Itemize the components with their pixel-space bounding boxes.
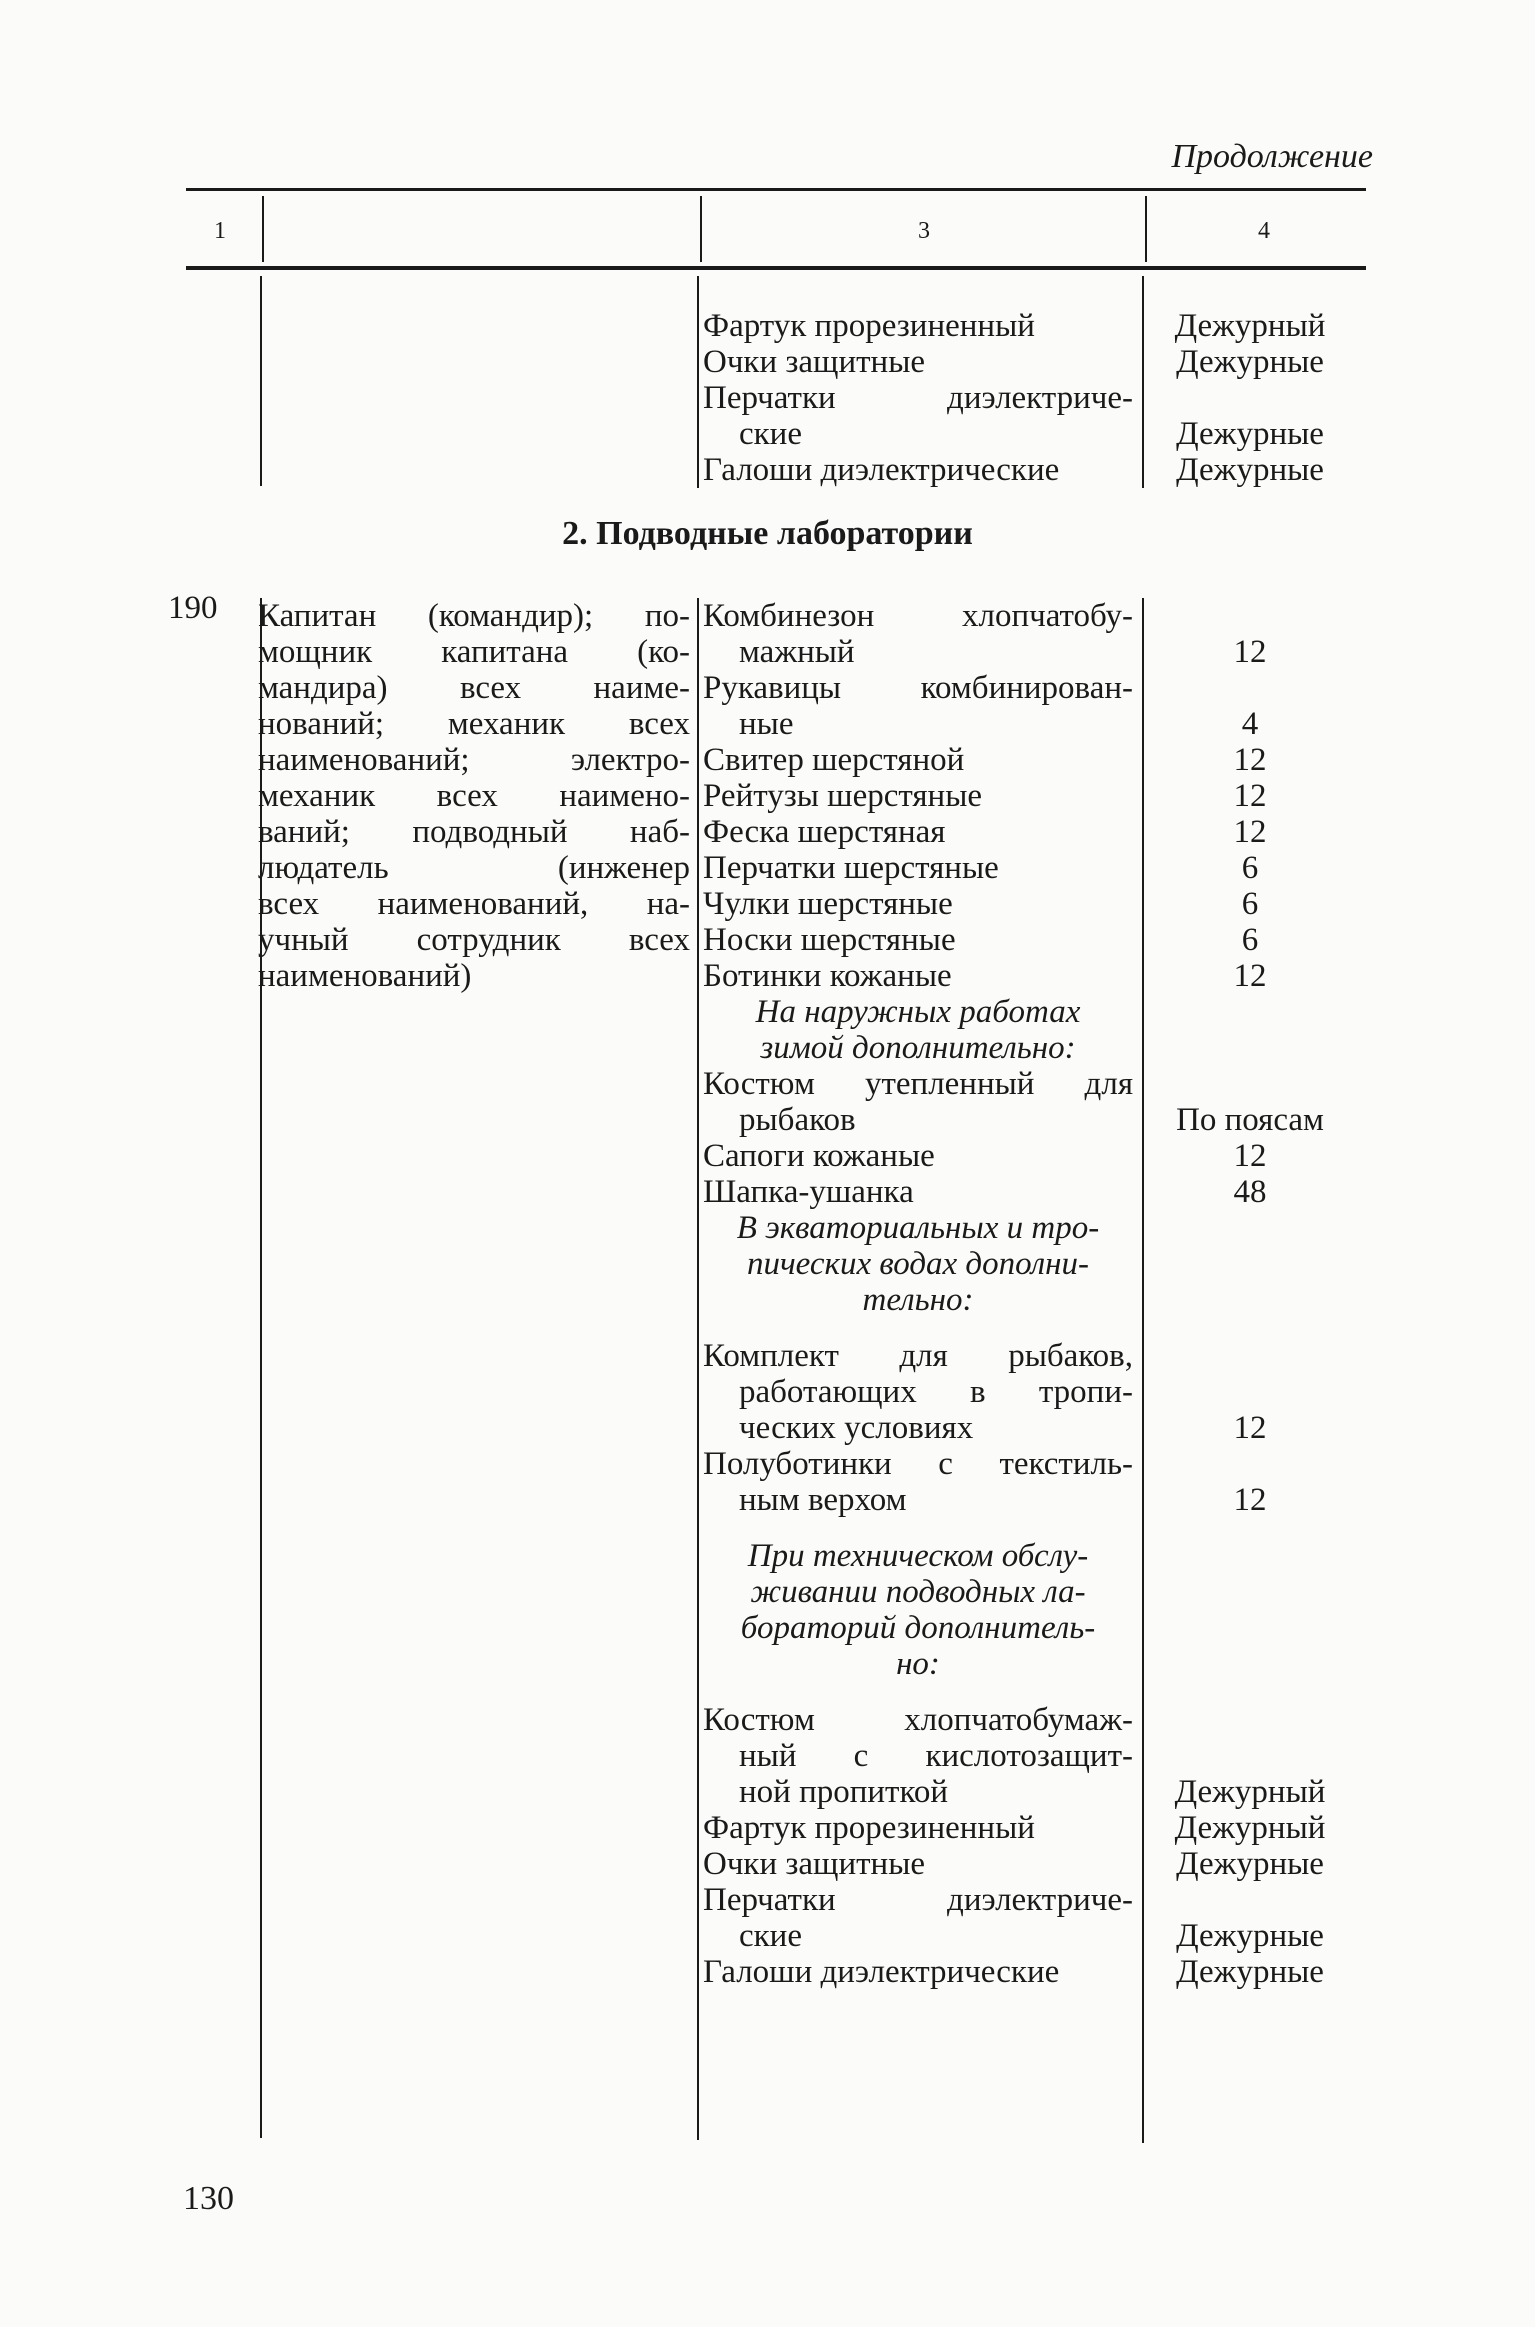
italic-note-line: бораторий дополнитель-	[740, 1610, 1096, 1646]
item-value	[1140, 1446, 1360, 1482]
top-divider-1	[260, 276, 262, 486]
main-values	[1140, 598, 1360, 1990]
top-item-value	[1140, 380, 1360, 416]
row-number: 190	[168, 590, 218, 626]
item-line: Рукавицы комбинирован-	[703, 670, 1133, 706]
header-col-4: 4	[1258, 218, 1270, 244]
item-value: 12	[1233, 1410, 1267, 1446]
item-line: Костюм хлопчатобумаж-	[703, 1702, 1133, 1738]
top-item-line: Перчатки диэлектриче-	[703, 380, 1133, 416]
item-value: Дежурный	[1174, 1810, 1326, 1846]
item-value: 12	[1233, 958, 1267, 994]
item-value: 12	[1233, 742, 1267, 778]
item-line: Носки шерстяные	[703, 922, 956, 958]
position-line: наименований)	[258, 958, 472, 994]
item-line: Феска шерстяная	[703, 814, 946, 850]
item-line: Полуботинки с текстиль-	[703, 1446, 1133, 1482]
item-value: 48	[1233, 1174, 1267, 1210]
item-line: Сапоги кожаные	[703, 1138, 935, 1174]
item-value	[1140, 1374, 1360, 1410]
main-divider-2	[697, 598, 699, 2140]
item-line: Галоши диэлектрические	[703, 1954, 1060, 1990]
item-value: Дежурный	[1174, 1774, 1326, 1810]
item-line: ческих условиях	[739, 1410, 974, 1446]
top-block-values	[1140, 308, 1360, 488]
position-line: механик всех наимено-	[258, 778, 690, 814]
item-line: работающих в тропи-	[739, 1374, 1133, 1410]
item-value	[1140, 1066, 1360, 1102]
main-items	[703, 598, 1133, 1990]
item-value	[1140, 1574, 1360, 1610]
item-line: ские	[739, 1918, 802, 1954]
position-line: людатель (инженер	[258, 850, 690, 886]
position-description	[258, 598, 690, 994]
italic-note-line: тельно:	[862, 1282, 974, 1318]
item-value: Дежурные	[1176, 1846, 1324, 1882]
position-line: Капитан (командир); по-	[258, 598, 690, 634]
item-line: рыбаков	[739, 1102, 856, 1138]
position-line: мощник капитана (ко-	[258, 634, 690, 670]
item-line: Фартук прорезиненный	[703, 1810, 1035, 1846]
item-value: 6	[1241, 850, 1259, 886]
item-line: Комплект для рыбаков,	[703, 1338, 1133, 1374]
item-line: Комбинезон хлопчатобу-	[703, 598, 1133, 634]
item-line: Рейтузы шерстяные	[703, 778, 983, 814]
item-value	[1140, 1538, 1360, 1574]
item-line: Очки защитные	[703, 1846, 926, 1882]
position-line: нований; механик всех	[258, 706, 690, 742]
italic-note-line: но:	[896, 1646, 940, 1682]
item-value: 12	[1233, 814, 1267, 850]
item-value: 12	[1233, 778, 1267, 814]
top-item-value: Дежурные	[1176, 452, 1324, 488]
top-item-value: Дежурные	[1176, 344, 1324, 380]
italic-note-line: При техническом обслу-	[747, 1538, 1089, 1574]
item-line: мажный	[739, 634, 855, 670]
top-item-value: Дежурный	[1174, 308, 1326, 344]
item-line: ные	[739, 706, 794, 742]
page-number: 130	[183, 2180, 234, 2217]
item-value: По поясам	[1176, 1102, 1324, 1138]
item-value: 12	[1233, 1138, 1267, 1174]
item-value: Дежурные	[1176, 1918, 1324, 1954]
item-value	[1140, 1030, 1360, 1066]
item-line: Ботинки кожаные	[703, 958, 952, 994]
item-value	[1140, 1246, 1360, 1282]
item-value	[1140, 670, 1360, 706]
top-item-value: Дежурные	[1176, 416, 1324, 452]
position-line: учный сотрудник всех	[258, 922, 690, 958]
item-line: Перчатки диэлектриче-	[703, 1882, 1133, 1918]
item-line: Шапка-ушанка	[703, 1174, 914, 1210]
italic-note-line: пических водах дополни-	[746, 1246, 1090, 1282]
item-line: Перчатки шерстяные	[703, 850, 999, 886]
item-value: 4	[1241, 706, 1259, 742]
item-line: Костюм утепленный для	[703, 1066, 1133, 1102]
section-title: 2. Подводные лаборатории	[562, 515, 973, 552]
item-value	[1140, 1882, 1360, 1918]
header-top-rule	[186, 188, 1366, 191]
position-line: всех наименований, на-	[258, 886, 690, 922]
item-value: 12	[1233, 634, 1267, 670]
header-bottom-rule	[186, 266, 1366, 270]
item-value: 6	[1241, 886, 1259, 922]
header-divider-3	[1145, 196, 1147, 262]
italic-note-line: зимой дополнительно:	[760, 1030, 1076, 1066]
position-line: наименований; электро-	[258, 742, 690, 778]
item-value	[1140, 598, 1360, 634]
item-line: ным верхом	[739, 1482, 907, 1518]
top-item-line: Очки защитные	[703, 344, 926, 380]
italic-note-line: В экваториальных и тро-	[736, 1210, 1100, 1246]
item-value	[1140, 1646, 1360, 1682]
item-value	[1140, 1610, 1360, 1646]
item-line: ной пропиткой	[739, 1774, 948, 1810]
italic-note-line: живании подводных ла-	[750, 1574, 1086, 1610]
italic-note-line: На наружных работах	[755, 994, 1081, 1030]
item-value	[1140, 1338, 1360, 1374]
item-value: 12	[1233, 1482, 1267, 1518]
item-line: Свитер шерстяной	[703, 742, 965, 778]
header-col-1: 1	[214, 218, 226, 244]
continuation-label: Продолжение	[1171, 138, 1373, 175]
top-item-line: Галоши диэлектрические	[703, 452, 1060, 488]
item-value: 6	[1241, 922, 1259, 958]
item-line: Чулки шерстяные	[703, 886, 953, 922]
item-value	[1140, 1738, 1360, 1774]
header-col-3: 3	[918, 218, 930, 244]
top-block-items	[703, 308, 1133, 488]
position-line: мандира) всех наиме-	[258, 670, 690, 706]
top-item-line: ские	[739, 416, 802, 452]
header-divider-2	[700, 196, 702, 262]
item-value	[1140, 994, 1360, 1030]
item-value	[1140, 1702, 1360, 1738]
top-item-line: Фартук прорезиненный	[703, 308, 1035, 344]
header-divider-1	[262, 196, 264, 262]
item-line: ный с кислотозащит-	[739, 1738, 1133, 1774]
item-value	[1140, 1210, 1360, 1246]
position-line: ваний; подводный наб-	[258, 814, 690, 850]
item-value: Дежурные	[1176, 1954, 1324, 1990]
top-divider-2	[697, 276, 699, 488]
item-value	[1140, 1282, 1360, 1318]
